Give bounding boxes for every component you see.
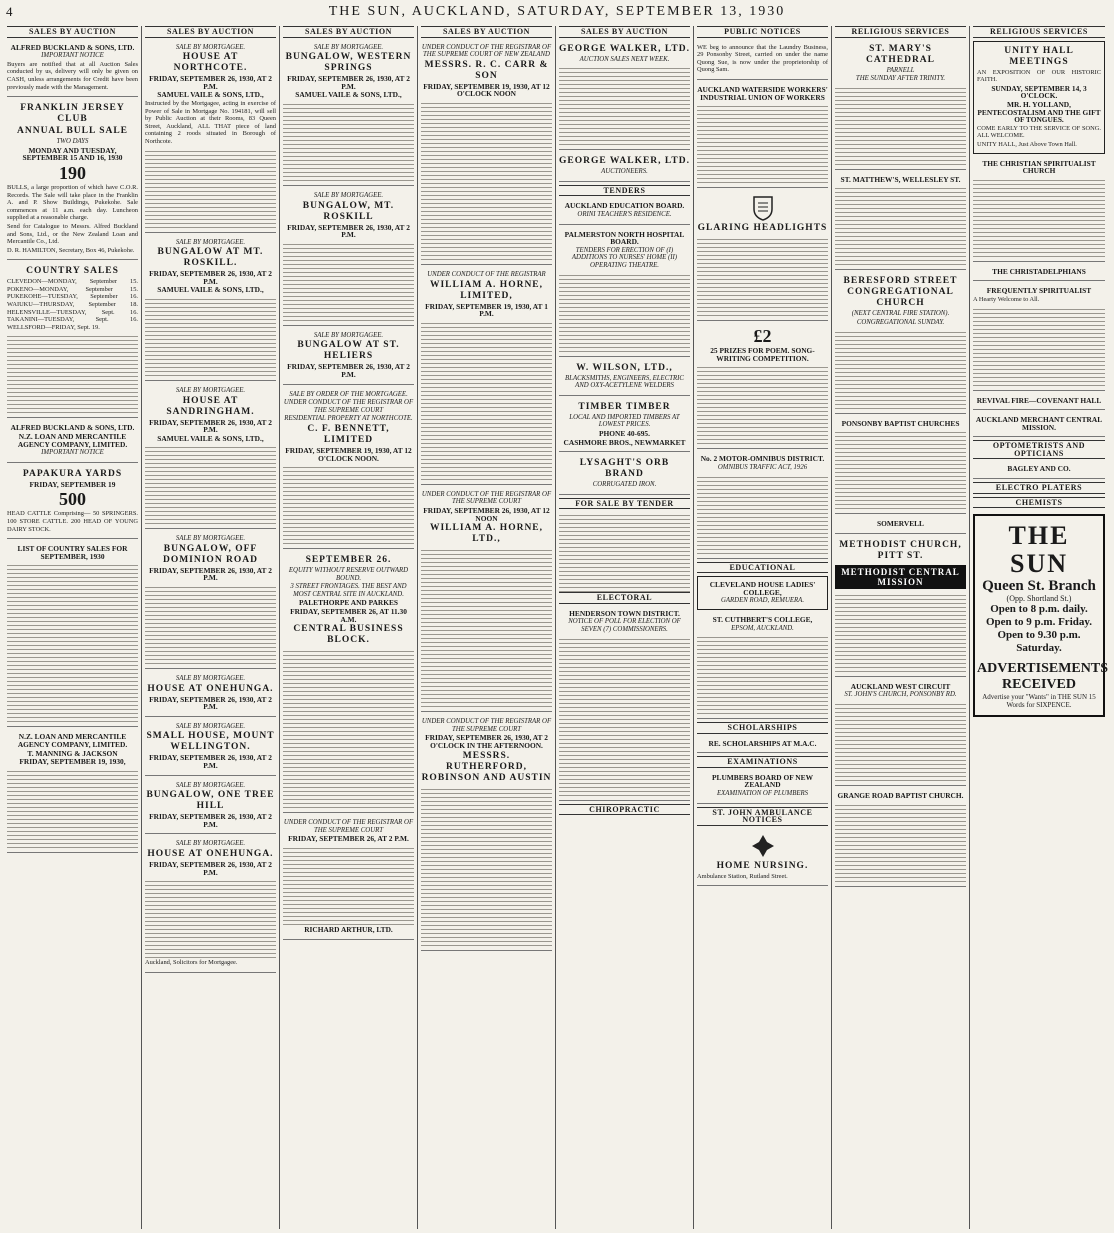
crest-icon [752, 195, 774, 221]
ad-kicker: SALE BY ORDER OF THE MORTGAGEE. [289, 390, 408, 398]
body-text-block [421, 320, 552, 480]
notice-laundry [697, 41, 828, 80]
body-text-block [145, 148, 276, 228]
electoral-henderson [559, 607, 690, 801]
body-text-block [421, 547, 552, 707]
column-4 [418, 26, 556, 1229]
ad-date: FRIDAY, SEPTEMBER 26, 1930, AT 2 P.M. [287, 74, 410, 91]
ad-subtitle: NOTICE OF POLL FOR ELECTION OF SEVEN (7) COMMISSIONERS. [568, 618, 681, 634]
ad-text: UNITY HALL, Just Above Town Hall. [977, 140, 1077, 148]
ad-kicker: SALE BY MORTGAGEE. [175, 840, 246, 848]
column-header: PUBLIC NOTICES [697, 26, 828, 38]
ad-text: HEAD CATTLE Comprising— 50 SPRINGERS. 100 STORE CATTLE. 200 HEAD OF YOUNG DAIRY STOCK. [7, 510, 138, 533]
ad-text: Send for Catalogue to Messrs. Alfred Buckland and Sons, Ltd., or the New Zealand Loan and Mercantile Co., Ltd. [7, 222, 138, 246]
ad-title: COUNTRY SALES [26, 266, 119, 277]
ad-bagley [973, 462, 1105, 479]
ad-date: FRIDAY, SEPTEMBER 26, 1930, AT 2 O'CLOCK IN THE AFTERNOON. [425, 733, 548, 750]
column-2 [142, 26, 280, 1229]
ad-country-sales-list [7, 542, 138, 727]
ad-title: BAGLEY AND CO. [1007, 464, 1071, 474]
the-sun-branch-ad [973, 514, 1108, 717]
ad-st-cuthberts [697, 613, 828, 719]
column-header: SALES BY AUCTION [283, 26, 414, 38]
ad-lysaght [559, 455, 690, 495]
ad-subtitle: BLACKSMITHS, ENGINEERS, ELECTRIC AND OXY-ACETYLENE WELDERS [565, 374, 684, 390]
sun-hours: Open to 8 p.m. daily. [990, 602, 1088, 615]
ad-title: HOUSE AT NORTHCOTE. [173, 52, 248, 74]
column-3 [280, 26, 418, 1229]
ad-title: ST. MARY'S CATHEDRAL [866, 43, 935, 65]
ad-title: UNITY HALL MEETINGS [1004, 45, 1074, 67]
body-text-block [421, 786, 552, 946]
sun-ads-received: ADVERTISEMENTS RECEIVED [977, 660, 1108, 692]
church-christadelphians [973, 265, 1105, 282]
ad-george-walker [559, 41, 690, 151]
ad-sandringham [145, 384, 276, 529]
page-number: 4 [6, 4, 15, 19]
body-text-block [283, 648, 414, 808]
ad-subtitle: CORRUGATED IRON. [592, 481, 657, 489]
body-text-block [697, 364, 828, 444]
ad-amount: £2 [753, 326, 772, 347]
ad-firm: RICHARD ARTHUR, LTD. [304, 925, 393, 935]
ad-text: WE beg to announce that the Laundry Business, 29 Ponsonby Street, carried on under the name Quong Sue, is now under the proprietorship of Quong Sam. [697, 43, 828, 74]
ad-subtitle: GARDEN ROAD, REMUERA. [720, 597, 805, 605]
ad-date: FRIDAY, SEPTEMBER 26, 1930, AT 2 P.M. [149, 417, 272, 435]
body-text-block [559, 65, 690, 145]
ad-firm: SAMUEL VAILE & SONS, LTD., [157, 433, 264, 443]
ad-title: BUNGALOW AT MT. ROSKILL. [157, 247, 264, 269]
ad-kicker: SALE BY MORTGAGEE. [175, 386, 246, 394]
ad-date: FRIDAY, SEPTEMBER 26, 1930, AT 2 P.M. [149, 565, 272, 583]
section-header: TENDERS [559, 185, 690, 197]
ad-title: THE CHRISTIAN SPIRITUALIST CHURCH [982, 158, 1096, 176]
ad-text: BULLS, a large proportion of which have C.O.R. Records. The Sale will take place in the Franklin A. and P. Show Buildings, Pukekohe. Sale commences at 11 a.m. each day. Luncheon supplied at a reasonable charge. [7, 183, 138, 222]
section-header: OPTOMETRISTS AND OPTICIANS [973, 440, 1105, 459]
ad-subtitle: ST. JOHN'S CHURCH, PONSONBY RD. [844, 691, 957, 699]
maltese-cross-icon [750, 833, 776, 859]
ad-mount-wellington [145, 720, 276, 776]
ad-subtitle: TWO DAYS [56, 138, 89, 146]
ad-title: AUCKLAND WEST CIRCUIT [850, 681, 951, 691]
body-text-block [835, 185, 966, 265]
ad-title: REVIVAL FIRE—COVENANT HALL [976, 395, 1102, 405]
church-merchant-mission [973, 413, 1105, 437]
ad-title: HENDERSON TOWN DISTRICT. [569, 608, 680, 618]
body-text-block [7, 562, 138, 722]
ad-text: COME EARLY TO THE SERVICE OF SONG. ALL WELCOME. [977, 124, 1101, 140]
ad-title: SOMERVELL [877, 519, 924, 529]
ad-date: FRIDAY, SEPTEMBER 19, 1930, [19, 757, 126, 767]
ad-onehunga [145, 672, 276, 717]
ad-st-heliers [283, 329, 414, 385]
ad-kicker: SALE BY MORTGAGEE. [313, 331, 384, 339]
ad-date: FRIDAY, SEPTEMBER 26, 1930, AT 2 P.M. [149, 269, 272, 286]
ad-subtitle: TENDERS FOR ERECTION OF (I) ADDITIONS TO NURSES' HOME (II) OPERATING THEATRE. [571, 246, 678, 269]
ad-title: LYSAGHT'S ORB BRAND [579, 458, 670, 480]
ad-firm: WILLIAM A. HORNE, LIMITED, [429, 279, 544, 301]
ad-papakura-yards [7, 466, 138, 539]
ad-date: MONDAY AND TUESDAY, SEPTEMBER 15 AND 16, 1930 [22, 145, 123, 163]
body-text-block [835, 85, 966, 165]
ad-cleveland-house [697, 576, 828, 610]
ad-title: 25 PRIZES FOR POEM. SONG-WRITING COMPETITION. [710, 346, 815, 363]
notice-waterside [697, 83, 828, 188]
ad-kicker: SALE BY MORTGAGEE. [175, 675, 246, 683]
ad-title: ALFRED BUCKLAND & SONS, LTD. [10, 423, 135, 433]
body-text-block [283, 845, 414, 925]
column-6 [694, 26, 832, 1229]
column-header: RELIGIOUS SERVICES [835, 26, 966, 38]
ad-date: FRIDAY, SEPTEMBER 26, 1930, AT 2 P.M. [287, 362, 410, 379]
ad-subtitle: (NEXT CENTRAL FIRE STATION). [851, 310, 950, 318]
body-text-block [697, 236, 828, 316]
section-header: SCHOLARSHIPS [697, 722, 828, 734]
section-header: ST. JOHN AMBULANCE NOTICES [697, 807, 828, 826]
columns [4, 26, 1110, 1229]
body-text-block [697, 103, 828, 183]
ad-title: GRANGE ROAD BAPTIST CHURCH. [837, 790, 964, 800]
ad-text: Buyers are notified that at all Auction Sales conducted by us, delivery will only be given on CASH, unless arrangements for Credit have been previously made with the Management. [7, 60, 138, 91]
body-text-block [559, 636, 690, 796]
ad-date: SUNDAY, SEPTEMBER 14, 3 O'CLOCK. [991, 83, 1087, 101]
body-text-block [697, 474, 828, 554]
ad-title: N.Z. LOAN AND MERCANTILE AGENCY COMPANY, LIMITED. [17, 432, 128, 449]
ad-title: PLUMBERS BOARD OF NEW ZEALAND [712, 772, 813, 790]
ad-kicker: UNDER CONDUCT OF THE REGISTRAR [427, 270, 546, 278]
church-grange-road [835, 789, 966, 887]
ad-title: BUNGALOW, ONE TREE HILL [146, 790, 275, 812]
ad-firm: SAMUEL VAILE & SONS, LTD., [295, 90, 402, 100]
ad-date: FRIDAY, SEPTEMBER 19, 1930, AT 12 O'CLOCK NOON [423, 81, 550, 99]
ad-horne-2 [421, 488, 552, 712]
ad-carr-son [421, 41, 552, 265]
tender-orini [559, 199, 690, 224]
ad-subtitle: LOCAL AND IMPORTED TIMBERS AT LOWEST PRICES. [569, 413, 680, 429]
ad-buckland-notice [7, 41, 138, 98]
body-text-block [283, 101, 414, 181]
ad-george-walker-2 [559, 153, 690, 182]
ad-buckland-2 [7, 421, 138, 462]
church-beresford [835, 273, 966, 413]
church-ponsonby-baptist [835, 417, 966, 515]
ad-title: SEPTEMBER 26. [305, 555, 392, 566]
column-5 [556, 26, 694, 1229]
section-header: CHEMISTS [973, 497, 1105, 509]
body-text-block [283, 464, 414, 544]
ad-number: 500 [59, 489, 86, 510]
ad-bennett [283, 388, 414, 550]
body-text-block [559, 512, 690, 592]
ad-kicker: SALE BY MORTGAGEE. [175, 722, 246, 730]
church-auckland-west [835, 680, 966, 786]
ad-firm: WILLIAM A. HORNE, LTD., [429, 523, 544, 545]
ad-title: BUNGALOW, MT. ROSKILL [302, 200, 395, 222]
ad-subtitle: PARNELL [886, 66, 915, 74]
column-7 [832, 26, 970, 1229]
ad-title: AUCKLAND MERCHANT CENTRAL MISSION. [975, 415, 1103, 432]
column-1 [4, 26, 142, 1229]
ad-western-springs [283, 41, 414, 186]
ad-date: FRIDAY, SEPTEMBER 26, 1930, AT 2 P.M. [149, 74, 272, 91]
ad-firm: MESSRS. R. C. CARR & SON [424, 59, 549, 81]
body-text-block [145, 878, 276, 958]
ad-onehunga-2 [145, 837, 276, 972]
section-header: EXAMINATIONS [697, 756, 828, 768]
column-header: SALES BY AUCTION [145, 26, 276, 38]
sun-title: THE SUN [1008, 521, 1070, 579]
body-text-block [697, 634, 828, 714]
sun-hours: Open to 9 p.m. Friday. [985, 615, 1093, 628]
body-text-block [835, 802, 966, 882]
ad-title: W. WILSON, LTD., [576, 362, 673, 373]
ad-title: METHODIST CHURCH, PITT ST. [839, 539, 962, 561]
church-spiritualist [973, 157, 1105, 262]
ad-one-tree-hill [145, 779, 276, 835]
ad-title: BERESFORD STREET CONGREGATIONAL CHURCH [843, 276, 958, 309]
body-text-block [145, 444, 276, 524]
ad-subtitle: IMPORTANT NOTICE [41, 52, 104, 60]
ad-firm: CASHMORE BROS., NEWMARKET [563, 437, 686, 447]
ad-footer: Auckland, Solicitors for Mortgagee. [145, 959, 238, 967]
ad-title: HOUSE AT ONEHUNGA. [147, 683, 274, 694]
ad-title: N.Z. LOAN AND MERCANTILE AGENCY COMPANY, LIMITED. [17, 732, 128, 749]
sun-opposite: (Opp. Shortland St.) [1006, 594, 1072, 604]
section-header: ELECTORAL [559, 592, 690, 604]
ad-date: FRIDAY, SEPTEMBER 26, 1930, AT 12 NOON [423, 505, 550, 523]
ad-title: CLEVELAND HOUSE LADIES' COLLEGE, [709, 580, 816, 597]
ad-title: T. MANNING & JACKSON [27, 748, 118, 758]
notice-headlights [697, 191, 828, 321]
masthead-title: THE SUN, AUCKLAND, SATURDAY, SEPTEMBER 13, 1930 [328, 4, 786, 19]
section-header: ELECTRO PLATERS [973, 482, 1105, 494]
body-text-block [283, 241, 414, 321]
ad-kicker: UNDER CONDUCT OF THE REGISTRAR OF THE SUPREME COURT [421, 718, 552, 733]
ad-date: FRIDAY, SEPTEMBER 26, 1930, AT 2 P.M. [149, 812, 272, 829]
ad-rutherford [421, 715, 552, 950]
ad-timber [559, 399, 690, 452]
ad-unity-hall [973, 41, 1105, 154]
ad-subtitle: EPSOM, AUCKLAND. [731, 624, 794, 632]
masthead [0, 4, 1114, 24]
church-st-marys [835, 41, 966, 170]
ad-title: GEORGE WALKER, LTD. [559, 156, 690, 167]
ad-date: FRIDAY, SEPTEMBER 26, 1930, AT 2 P.M. [149, 860, 272, 877]
ad-mt-roskill [145, 236, 276, 381]
ad-scholarships [697, 737, 828, 754]
ad-richard-arthur [283, 816, 414, 939]
section-header: FOR SALE BY TENDER [559, 498, 690, 510]
ad-speaker: MR. H. YOLLAND, PENTECOSTALISM AND THE GIFT OF TONGUES. [977, 99, 1101, 125]
ad-title: No. 2 MOTOR-OMNIBUS DISTRICT. [700, 454, 825, 464]
church-revival-fire [973, 394, 1105, 411]
ad-subtitle: ORINI TEACHER'S RESIDENCE. [577, 210, 672, 218]
ad-text: AN EXPOSITION OF OUR HISTORIC FAITH. [977, 68, 1101, 84]
ad-subtitle: AUCTIONEERS. [601, 168, 648, 176]
body-text-block [835, 701, 966, 781]
badge-text: METHODIST CENTRAL MISSION [835, 565, 966, 589]
sun-branch: Queen St. Branch [982, 578, 1096, 595]
ad-text: CLEVEDON—MONDAY, September 15. POKENO—MONDAY, September 15. PUKEKOHE—TUESDAY, September 16. WAIUKU—THURSDAY, September 18. HELENSVILLE—TUESDAY, Sept. 16. TAKANINI—TUESDAY, Sept. 16. WELLSFORD—FRIDAY, Sept. 19. [7, 278, 138, 331]
ad-title: PONSONBY BAPTIST CHURCHES [841, 418, 960, 428]
column-header: SALES BY AUCTION [421, 26, 552, 38]
ad-subtitle: RESIDENTIAL PROPERTY AT NORTHCOTE. [284, 415, 413, 423]
body-text-block [835, 329, 966, 409]
ad-title: ANNUAL BULL SALE [16, 126, 129, 137]
column-header: SALES BY AUCTION [7, 26, 138, 38]
ad-subtitle: EQUITY WITHOUT RESERVE OUTWARD BOUND. [288, 567, 409, 582]
ad-date: FRIDAY, SEPTEMBER 26, AT 2 P.M. [288, 834, 409, 844]
ad-date: FRIDAY, SEPTEMBER 26, AT 11.30 A.M. [290, 607, 407, 624]
ad-title: BUNGALOW AT ST. HELIERS [297, 340, 400, 362]
ad-title: BUNGALOW, WESTERN SPRINGS [285, 52, 412, 74]
ad-subtitle: UNDER CONDUCT OF THE REGISTRAR OF THE SUPREME COURT [283, 399, 414, 414]
ad-title: GLARING HEADLIGHTS [697, 223, 828, 234]
ad-kicker: SALE BY MORTGAGEE. [313, 43, 384, 51]
ad-title: HOME NURSING. [716, 860, 809, 871]
body-text-block [835, 592, 966, 672]
ad-title: PALMERSTON NORTH HOSPITAL BOARD. [564, 229, 685, 247]
ad-wilson [559, 360, 690, 396]
ad-date: FRIDAY, SEPTEMBER 19 [29, 479, 116, 489]
body-text-block [145, 584, 276, 664]
ad-subtitle: OMNIBUS TRAFFIC ACT, 1926 [717, 463, 808, 471]
ad-title: THE CHRISTADELPHIANS [992, 266, 1086, 276]
body-text-block [973, 306, 1105, 386]
church-st-matthews [835, 173, 966, 271]
body-text-block [973, 177, 1105, 257]
church-methodist-pitt [835, 537, 966, 677]
body-text-block [7, 768, 138, 848]
ad-subtitle: IMPORTANT NOTICE [41, 449, 104, 457]
sun-footer: Advertise your "Wants" in THE SUN 15 Words for SIXPENCE. [982, 692, 1096, 709]
ad-date: FRIDAY, SEPTEMBER 19, 1930, AT 1 P.M. [425, 301, 548, 319]
ad-title: ST. MATTHEW'S, WELLESLEY ST. [840, 174, 961, 184]
ad-text: Instructed by the Mortgagee, acting in exercise of Power of Sale in Mortgage No. 194181, will sell by Public Auction at their Rooms, 83 Queen Street, Auckland, ALL THAT piece of land containing 2 roods situated in Borough of Northcote. [145, 99, 276, 145]
notice-poem-prizes [697, 324, 828, 449]
ad-loan-mercantile [7, 730, 138, 852]
body-text-block [835, 429, 966, 509]
ad-central-business-block [283, 552, 414, 813]
ad-subtitle: 3 STREET FRONTAGES. THE BEST AND MOST CENTRAL SITE IN AUCKLAND. [290, 583, 407, 598]
ad-title: HOUSE AT SANDRINGHAM. [166, 395, 255, 417]
ad-kicker: UNDER CONDUCT OF THE REGISTRAR OF THE SUPREME COURT OF NEW ZEALAND [421, 43, 552, 59]
ad-title: FRANKLIN JERSEY CLUB [20, 103, 125, 125]
ad-kicker: UNDER CONDUCT OF THE REGISTRAR OF THE SUPREME COURT [421, 490, 552, 506]
notice-omnibus [697, 452, 828, 558]
ad-footer: Ambulance Station, Rutland Street. [697, 872, 788, 880]
ad-title: SMALL HOUSE, MOUNT WELLINGTON. [146, 731, 275, 753]
sun-hours: Open to 9.30 p.m. Saturday. [997, 628, 1081, 654]
ad-jersey-club [7, 100, 138, 260]
ad-title: LIST OF COUNTRY SALES FOR SEPTEMBER, 1930 [17, 544, 128, 561]
ad-firm: PALETHORPE AND PARKES [298, 598, 399, 608]
ad-text: A Hearty Welcome to All. [973, 295, 1040, 303]
body-text-block [7, 333, 138, 413]
church-spiritualist-2 [973, 284, 1105, 390]
ad-firm: SAMUEL VAILE & SONS, LTD., [157, 285, 264, 295]
ad-kicker: SALE BY MORTGAGEE. [175, 535, 246, 543]
ad-kicker: SALE BY MORTGAGEE. [313, 191, 384, 199]
ad-title: ALFRED BUCKLAND & SONS, LTD. [10, 42, 135, 52]
section-header: EDUCATIONAL [697, 562, 828, 574]
ad-title: GEORGE WALKER, LTD. [559, 43, 690, 54]
ad-subtitle: EXAMINATION OF PLUMBERS [716, 790, 809, 798]
ad-firm: MESSRS. RUTHERFORD, ROBINSON AND AUSTIN [421, 750, 552, 783]
ad-kicker: UNDER CONDUCT OF THE REGISTRAR OF THE SUPREME COURT [283, 819, 414, 834]
ad-title: AUCKLAND WATERSIDE WORKERS' INDUSTRIAL UNION OF WORKERS [697, 84, 828, 102]
ad-title: PAPAKURA YARDS [22, 468, 123, 479]
column-header: SALES BY AUCTION [559, 26, 690, 38]
ad-signature: D. R. HAMILTON, Secretary, Box 46, Pukekohe. [7, 246, 135, 254]
ad-number: 190 [59, 162, 86, 183]
body-text-block [145, 296, 276, 376]
ad-kicker: SALE BY MORTGAGEE. [175, 238, 246, 246]
section-header: CHIROPRACTIC [559, 804, 690, 816]
column-8 [970, 26, 1108, 1229]
ad-plumbers-board [697, 771, 828, 804]
ad-title: BUNGALOW, OFF DOMINION ROAD [162, 543, 259, 565]
ad-subtitle: CONGREGATIONAL SUNDAY. [856, 318, 945, 326]
ad-subtitle: THE SUNDAY AFTER TRINITY. [855, 75, 946, 83]
ad-title: HOUSE AT ONEHUNGA. [147, 849, 274, 859]
ad-kicker: SALE BY MORTGAGEE. [175, 781, 246, 789]
ad-dominion-road [145, 532, 276, 669]
body-text-block [559, 272, 690, 352]
ad-date: FRIDAY, SEPTEMBER 26, 1930, AT 2 P.M. [287, 222, 410, 240]
ad-date: FRIDAY, SEPTEMBER 19, 1930, AT 12 O'CLOCK NOON. [285, 445, 412, 463]
ad-title: AUCKLAND EDUCATION BOARD. [564, 201, 685, 211]
ad-mt-roskill-2 [283, 189, 414, 326]
ad-northcote [145, 41, 276, 233]
ad-title: TIMBER TIMBER [578, 401, 671, 412]
ad-date: FRIDAY, SEPTEMBER 26, 1930, AT 2 P.M. [149, 694, 272, 712]
body-text-block [421, 100, 552, 260]
ad-kicker: SALE BY MORTGAGEE. [175, 43, 246, 51]
ad-country-sales [7, 263, 138, 418]
ad-title: C. F. BENNETT, LIMITED [307, 423, 390, 445]
ad-phone: PHONE 40-695. [599, 428, 650, 438]
ad-subtitle: AUCTION SALES NEXT WEEK. [579, 55, 670, 63]
ad-title: RE. SCHOLARSHIPS AT M.A.C. [708, 738, 817, 748]
tender-palmerston [559, 228, 690, 357]
ad-title: FREQUENTLY SPIRITUALIST [986, 286, 1092, 296]
ad-date: FRIDAY, SEPTEMBER 26, 1930, AT 2 P.M. [149, 753, 272, 771]
ad-horne-1 [421, 268, 552, 485]
church-somervell [835, 517, 966, 534]
methodist-badge [835, 565, 966, 589]
ad-firm: SAMUEL VAILE & SONS, LTD., [157, 90, 264, 100]
ad-home-nursing [697, 829, 828, 887]
ad-title: ST. CUTHBERT'S COLLEGE, [712, 614, 813, 624]
ad-title: CENTRAL BUSINESS BLOCK. [293, 624, 404, 646]
column-header: RELIGIOUS SERVICES [973, 26, 1105, 38]
